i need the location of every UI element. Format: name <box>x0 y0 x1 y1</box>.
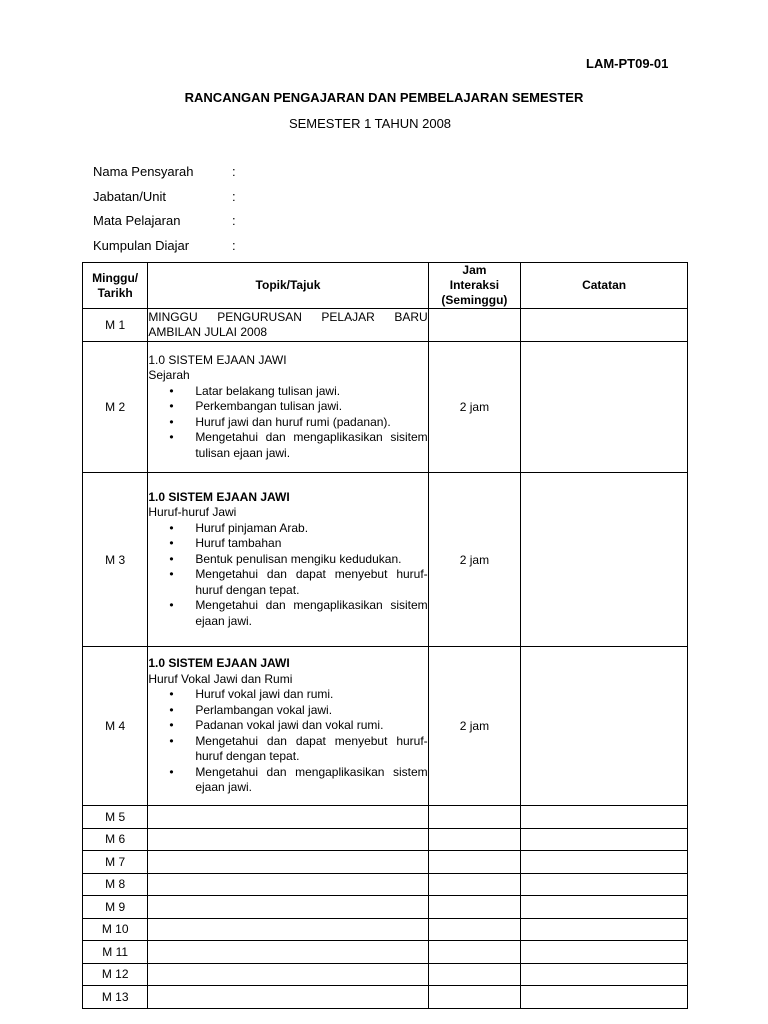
table-row <box>83 851 688 874</box>
notes-cell <box>521 647 688 806</box>
jam-cell <box>428 873 520 896</box>
jam-cell <box>428 309 520 342</box>
topic-cell <box>148 851 428 874</box>
jam-cell <box>428 941 520 964</box>
jam-cell <box>428 806 520 829</box>
week-cell: M 11 <box>83 941 148 964</box>
info-separator: : <box>232 188 236 204</box>
week-cell: M 12 <box>83 963 148 986</box>
table-row <box>83 647 688 806</box>
table-row <box>83 986 688 1009</box>
document-subtitle: SEMESTER 1 TAHUN 2008 <box>288 116 452 131</box>
info-row-department <box>93 189 236 214</box>
jam-cell <box>428 851 520 874</box>
list-item: • Mengetahui dan mengaplikasikan sisitem tulisan ejaan jawi. <box>195 430 427 461</box>
table-row <box>83 941 688 964</box>
info-row-lecturer <box>93 164 236 189</box>
topic-cell <box>148 473 428 647</box>
info-fields <box>93 164 236 262</box>
week-cell: M 4 <box>83 647 148 806</box>
list-item: • Mengetahui dan dapat menyebut huruf-huruf dengan tepat. <box>195 567 427 598</box>
list-item: • Latar belakang tulisan jawi. <box>195 384 427 400</box>
list-item: • Huruf pinjaman Arab. <box>195 521 427 537</box>
list-item: • Padanan vokal jawi dan vokal rumi. <box>195 718 427 734</box>
topic-cell <box>148 941 428 964</box>
info-row-group <box>93 238 236 263</box>
topic-text: MINGGU PENGURUSAN PELAJAR BARU AMBILAN JULAI 2008 <box>148 309 428 339</box>
week-cell: M 8 <box>83 873 148 896</box>
list-item: • Mengetahui dan dapat menyebut huruf-huruf dengan tepat. <box>195 734 427 765</box>
list-item: • Mengetahui dan mengaplikasikan sistem ejaan jawi. <box>195 765 427 796</box>
teaching-plan-table <box>82 262 688 1009</box>
week-cell: M 1 <box>83 309 148 342</box>
topic-cell <box>148 873 428 896</box>
jam-cell <box>428 986 520 1009</box>
table-row <box>83 918 688 941</box>
week-cell: M 9 <box>83 896 148 919</box>
table-row <box>83 963 688 986</box>
topic-cell <box>148 986 428 1009</box>
info-label: Kumpulan Diajar <box>93 237 190 253</box>
list-item: • Perkembangan tulisan jawi. <box>195 399 427 415</box>
table-row <box>83 828 688 851</box>
topic-points <box>148 521 427 630</box>
notes-cell <box>521 963 688 986</box>
week-cell: M 7 <box>83 851 148 874</box>
topic-subheading: Huruf Vokal Jawi dan Rumi <box>148 671 293 686</box>
topic-subheading: Sejarah <box>148 368 190 383</box>
info-label: Jabatan/Unit <box>93 188 166 204</box>
table-row <box>83 806 688 829</box>
list-item: • Bentuk penulisan mengiku kedudukan. <box>195 552 427 568</box>
notes-cell <box>521 941 688 964</box>
document-code: LAM-PT09-01 <box>586 56 669 71</box>
notes-cell <box>521 851 688 874</box>
topic-cell <box>148 896 428 919</box>
jam-cell <box>428 828 520 851</box>
list-item: • Huruf vokal jawi dan rumi. <box>195 687 427 703</box>
list-item: • Mengetahui dan mengaplikasikan sisitem ejaan jawi. <box>195 598 427 629</box>
topic-points <box>148 687 427 796</box>
topic-cell <box>148 806 428 829</box>
list-item: • Huruf jawi dan huruf rumi (padanan). <box>195 415 427 431</box>
document-title: RANCANGAN PENGAJARAN DAN PEMBELAJARAN SEMESTER <box>184 90 584 105</box>
table-row <box>83 896 688 919</box>
notes-cell <box>521 342 688 473</box>
table-row <box>83 309 688 342</box>
topic-cell <box>148 918 428 941</box>
header-topic: Topik/Tajuk <box>148 263 428 309</box>
week-cell: M 13 <box>83 986 148 1009</box>
notes-cell <box>521 828 688 851</box>
topic-heading: 1.0 SISTEM EJAAN JAWI <box>148 352 287 367</box>
table-row <box>83 342 688 473</box>
topic-cell <box>148 963 428 986</box>
header-jam: Jam Interaksi (Seminggu) <box>428 263 520 309</box>
week-cell: M 10 <box>83 918 148 941</box>
topic-heading: 1.0 SISTEM EJAAN JAWI <box>148 489 290 504</box>
jam-cell: 2 jam <box>428 473 520 647</box>
info-separator: : <box>232 164 236 179</box>
table-header-row <box>83 263 688 309</box>
info-label: Nama Pensyarah <box>93 164 194 179</box>
info-separator: : <box>232 237 236 253</box>
jam-cell <box>428 963 520 986</box>
notes-cell <box>521 896 688 919</box>
topic-cell <box>148 309 428 342</box>
topic-points <box>148 384 427 462</box>
info-label: Mata Pelajaran <box>93 213 181 228</box>
list-item: • Huruf tambahan <box>195 536 427 552</box>
topic-heading: 1.0 SISTEM EJAAN JAWI <box>148 656 290 671</box>
notes-cell <box>521 873 688 896</box>
notes-cell <box>521 918 688 941</box>
week-cell: M 6 <box>83 828 148 851</box>
info-row-subject <box>93 213 236 238</box>
header-week: Minggu/ Tarikh <box>83 263 148 309</box>
notes-cell <box>521 309 688 342</box>
notes-cell <box>521 986 688 1009</box>
jam-cell: 2 jam <box>428 342 520 473</box>
topic-cell <box>148 647 428 806</box>
info-separator: : <box>232 213 236 228</box>
header-notes: Catatan <box>521 263 688 309</box>
table-row <box>83 473 688 647</box>
jam-cell: 2 jam <box>428 647 520 806</box>
topic-cell <box>148 828 428 851</box>
topic-subheading: Huruf-huruf Jawi <box>148 505 237 520</box>
notes-cell <box>521 473 688 647</box>
jam-cell <box>428 896 520 919</box>
week-cell: M 2 <box>83 342 148 473</box>
topic-cell <box>148 342 428 473</box>
jam-cell <box>428 918 520 941</box>
week-cell: M 3 <box>83 473 148 647</box>
table-row <box>83 873 688 896</box>
notes-cell <box>521 806 688 829</box>
list-item: • Perlambangan vokal jawi. <box>195 703 427 719</box>
week-cell: M 5 <box>83 806 148 829</box>
